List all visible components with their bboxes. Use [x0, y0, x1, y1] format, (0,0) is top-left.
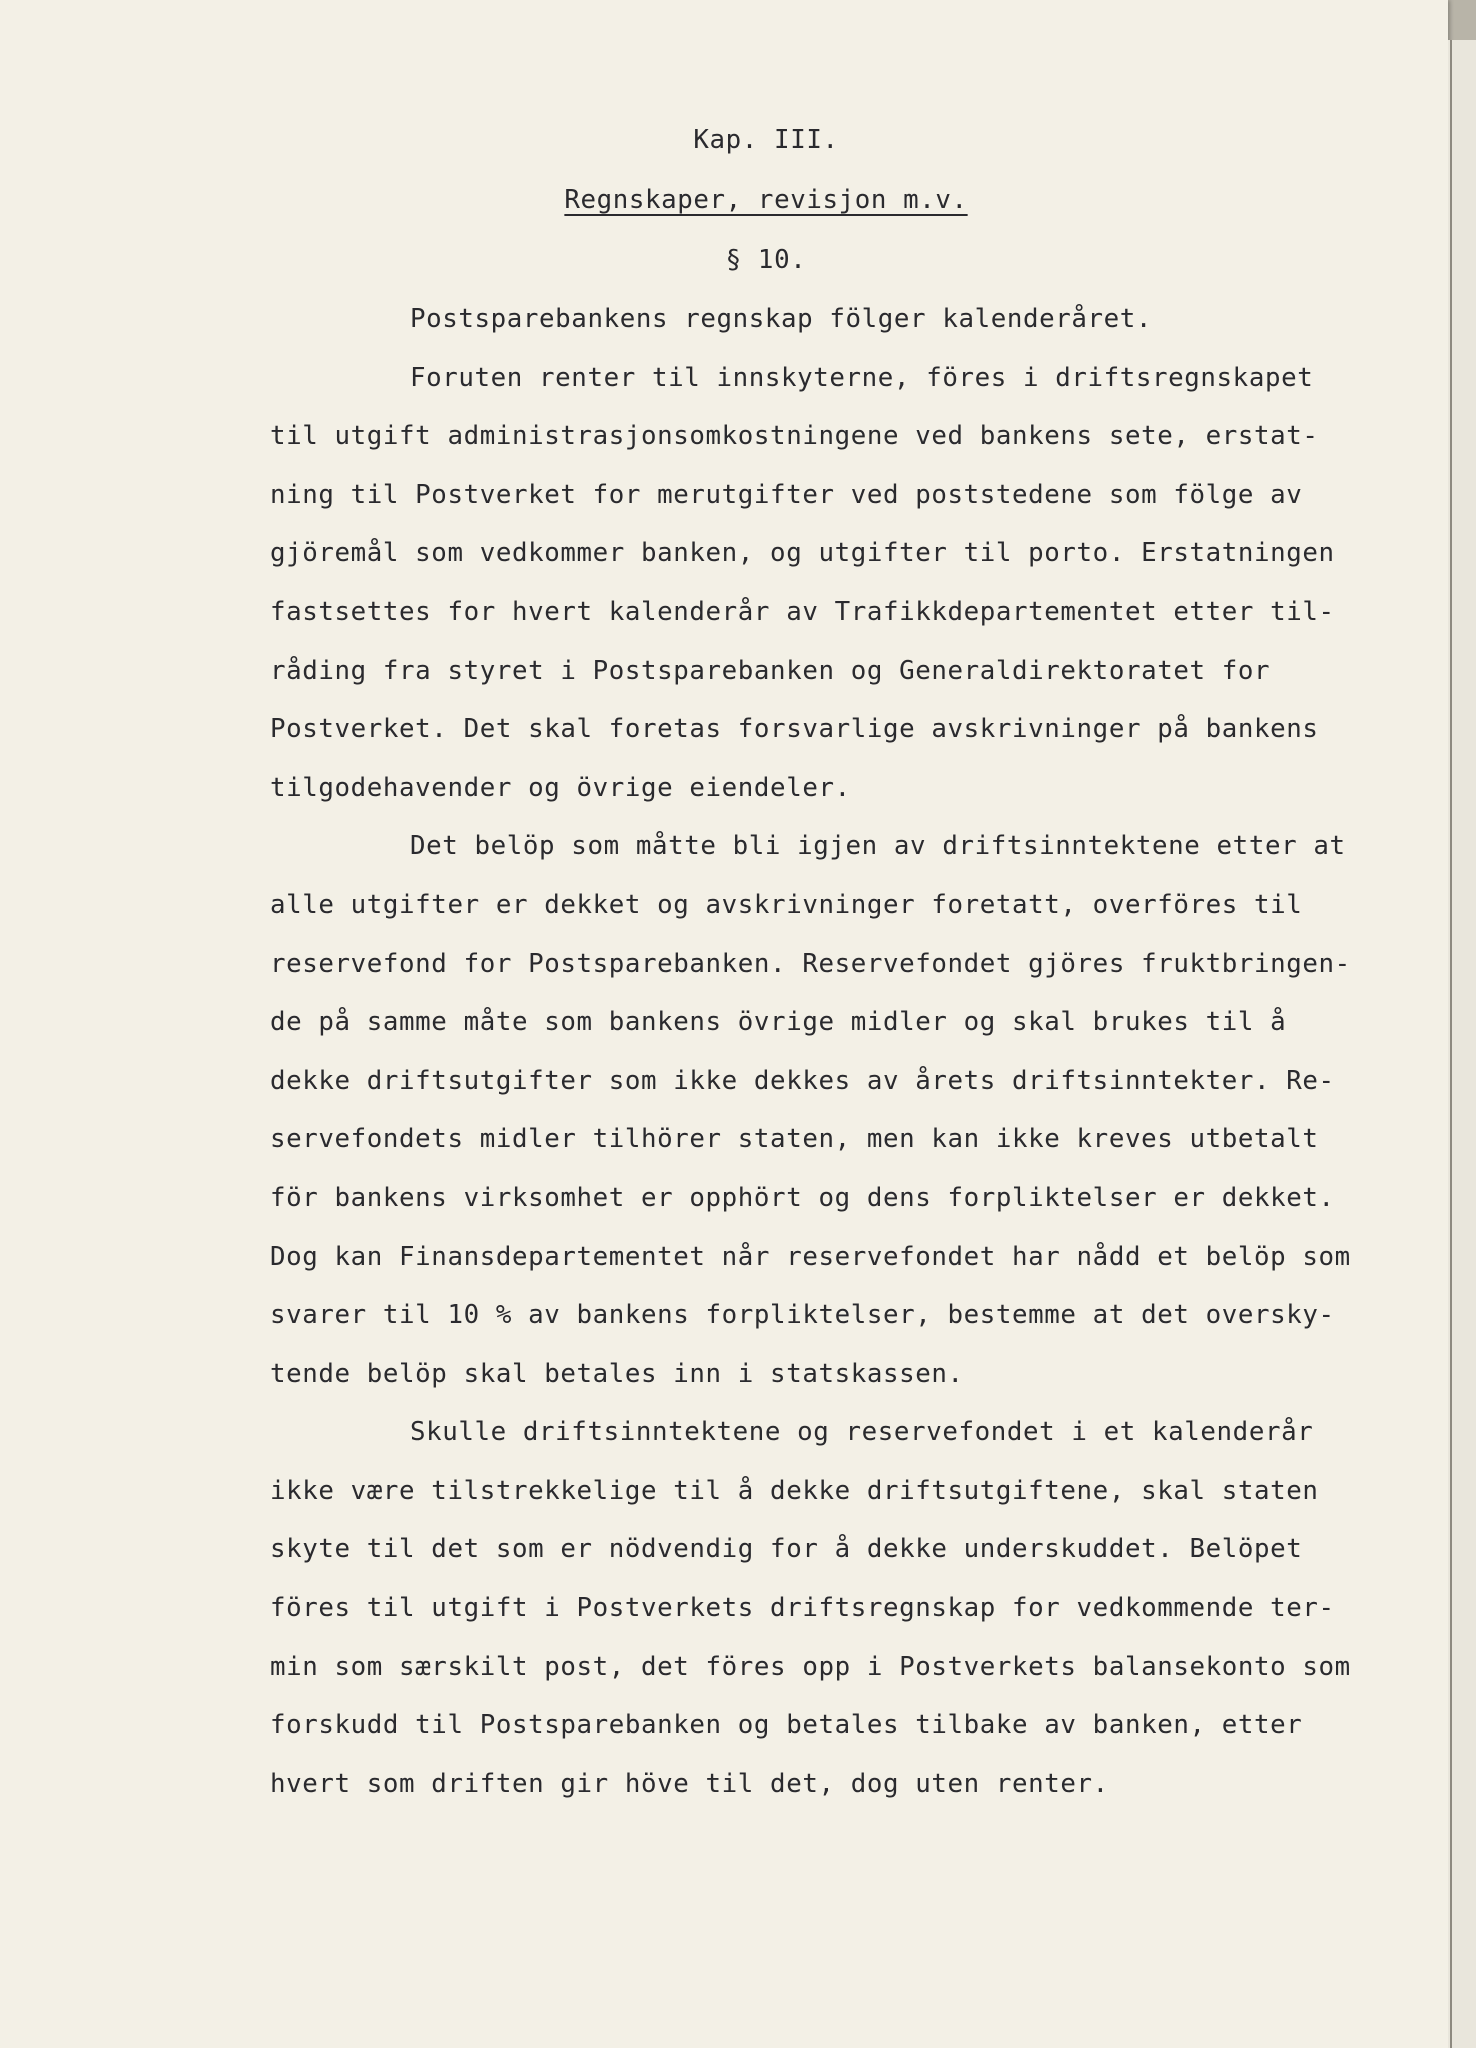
text-line: dekke driftsutgifter som ikke dekkes av årets driftsinntekter. Re-	[270, 1065, 1335, 1096]
text-line: ning til Postverket for merutgifter ved poststedene som fölge av	[270, 479, 1303, 510]
text-line: gjöremål som vedkommer banken, og utgifter til porto. Erstatningen	[270, 538, 1335, 569]
text-line: Det belöp som måtte bli igjen av driftsinntektene etter at	[410, 831, 1346, 862]
text-line: ikke være tilstrekkelige til å dekke driftsutgiftene, skal staten	[270, 1475, 1319, 1506]
text-line: Skulle driftsinntektene og reservefondet i et kalenderår	[410, 1417, 1314, 1448]
page-edge-line	[1450, 40, 1452, 2048]
paragraph	[270, 1403, 1438, 1813]
text-line: servefondets midler tilhörer staten, men kan ikke kreves utbetalt	[270, 1124, 1319, 1155]
text-line: råding fra styret i Postsparebanken og Generaldirektoratet for	[270, 655, 1271, 686]
text-line: tende belöp skal betales inn i statskassen.	[270, 1358, 964, 1389]
page-edge	[1448, 40, 1476, 2048]
chapter-heading: Kap. III.	[693, 125, 839, 155]
document-body	[270, 110, 1438, 1813]
text-line: fastsettes for hvert kalenderår av Trafikkdepartementet etter til-	[270, 596, 1335, 627]
text-line: til utgift administrasjonsomkostningene ved bankens sete, erstat-	[270, 421, 1319, 452]
text-line: tilgodehavender og övrige eiendeler.	[270, 772, 851, 803]
text-line: föres til utgift i Postverkets driftsregnskap for vedkommende ter-	[270, 1593, 1335, 1624]
text-line: reservefond for Postsparebanken. Reservefondet gjöres fruktbringen-	[270, 948, 1351, 979]
paragraph	[270, 290, 1438, 349]
text-line: för bankens virksomhet er opphört og dens forpliktelser er dekket.	[270, 1182, 1335, 1213]
text-line: min som særskilt post, det föres opp i Postverkets balansekonto som	[270, 1651, 1351, 1682]
text-line: skyte til det som er nödvendig for å dekke underskuddet. Belöpet	[270, 1534, 1303, 1565]
paragraph	[270, 817, 1438, 1403]
chapter-title	[182, 170, 1350, 230]
text-line: de på samme måte som bankens övrige midler og skal brukes til å	[270, 1007, 1287, 1038]
text-line: svarer til 10 % av bankens forpliktelser, bestemme at det oversky-	[270, 1300, 1335, 1331]
text-line: Foruten renter til innskyterne, föres i driftsregnskapet	[410, 362, 1314, 393]
text-line: forskudd til Postsparebanken og betales tilbake av banken, etter	[270, 1710, 1303, 1741]
text-line: hvert som driften gir höve til det, dog uten renter.	[270, 1768, 1109, 1799]
text-line: Postsparebankens regnskap fölger kalenderåret.	[410, 304, 1153, 334]
text-line: Dog kan Finansdepartementet når reservefondet har nådd et belöp som	[270, 1241, 1351, 1272]
section-heading: § 10.	[725, 245, 807, 275]
paragraph	[270, 349, 1438, 818]
text-line: Postverket. Det skal foretas forsvarlige avskrivninger på bankens	[270, 714, 1319, 745]
chapter-title-text: Regnskaper, revisjon m.v.	[564, 185, 968, 215]
text-line: alle utgifter er dekket og avskrivninger foretatt, overföres til	[270, 889, 1303, 920]
